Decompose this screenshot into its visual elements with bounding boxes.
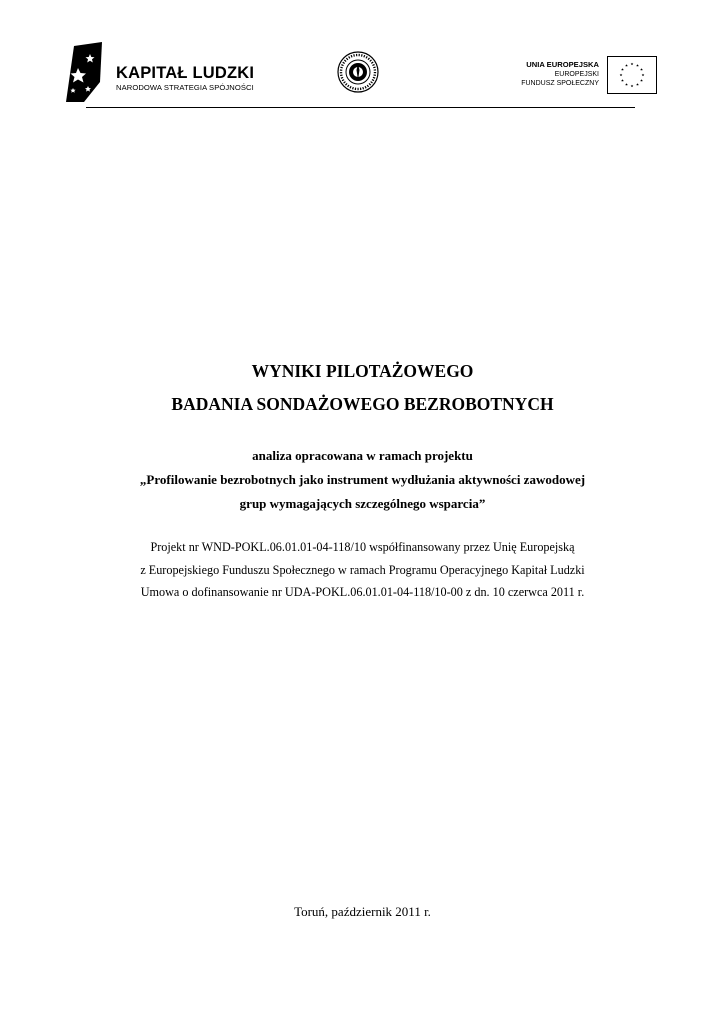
kapital-ludzki-logo-icon bbox=[64, 42, 104, 104]
project-line-2: z Europejskiego Funduszu Społecznego w ramach Programu Operacyjnego Kapitał Ludzki bbox=[140, 563, 585, 577]
eu-star-icon bbox=[636, 83, 639, 86]
eu-star-icon bbox=[636, 64, 639, 67]
eu-flag bbox=[607, 56, 657, 94]
eu-line-3: FUNDUSZ SPOŁECZNY bbox=[521, 80, 599, 87]
eu-star-icon bbox=[625, 64, 628, 67]
subtitle-line-2: „Profilowanie bezrobotnych jako instrument wydłużania aktywności zawodowej bbox=[139, 472, 586, 487]
eu-star-icon bbox=[621, 79, 624, 82]
eu-line-2: EUROPEJSKI bbox=[554, 70, 599, 78]
project-line-1: Projekt nr WND-POKL.06.01.01-04-118/10 współfinansowany przez Unię Europejską bbox=[150, 540, 575, 554]
place-and-date: Toruń, październik 2011 r. bbox=[294, 904, 431, 919]
eu-star-icon bbox=[640, 79, 643, 82]
kapital-ludzki-title: KAPITAŁ LUDZKI bbox=[116, 64, 255, 82]
document-title-line-1: WYNIKI PILOTAŻOWEGO bbox=[251, 361, 474, 381]
kapital-ludzki-logo bbox=[64, 42, 264, 104]
eu-star-icon bbox=[625, 83, 628, 86]
header-divider bbox=[86, 107, 635, 108]
document-title-line-2: BADANIA SONDAŻOWEGO BEZROBOTNYCH bbox=[171, 394, 554, 414]
eu-main-label: UNIA EUROPEJSKA bbox=[526, 60, 599, 69]
kapital-ludzki-subtitle: NARODOWA STRATEGIA SPÓJNOŚCI bbox=[116, 83, 254, 92]
university-seal bbox=[336, 50, 380, 94]
eu-star-icon bbox=[631, 85, 634, 88]
eu-star-icon bbox=[631, 63, 634, 66]
eu-logo bbox=[505, 56, 657, 96]
eu-star-icon bbox=[642, 74, 645, 77]
subtitle-line-3: grup wymagających szczególnego wsparcia” bbox=[239, 496, 486, 511]
eu-flag-icon bbox=[608, 57, 656, 93]
eu-star-icon bbox=[620, 74, 623, 77]
project-line-3: Umowa o dofinansowanie nr UDA-POKL.06.01.01-04-118/10-00 z dn. 10 czerwca 2011 r. bbox=[140, 585, 585, 599]
eu-star-icon bbox=[640, 68, 643, 71]
university-seal-icon bbox=[336, 50, 380, 94]
eu-text bbox=[521, 60, 599, 89]
eu-star-icon bbox=[621, 68, 624, 71]
subtitle-line-1: analiza opracowana w ramach projektu bbox=[252, 448, 473, 463]
